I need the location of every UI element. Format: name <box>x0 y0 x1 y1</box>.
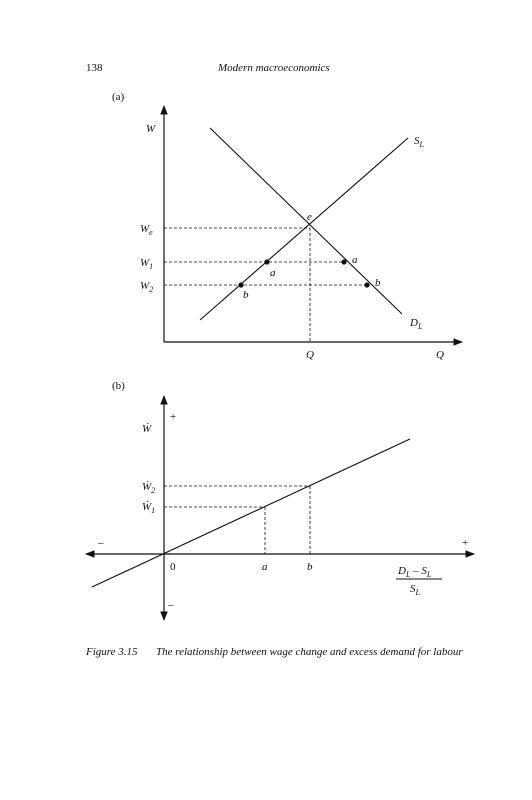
panel-a <box>112 91 462 361</box>
label-a-supply: a <box>270 267 276 279</box>
excess-demand-denominator: $S_L$ <box>410 583 420 597</box>
tick-w1dot: Ẇ$_1$ <box>142 501 156 515</box>
panel-b <box>86 380 474 620</box>
label-a-demand: a <box>352 254 358 266</box>
tick-q: Q <box>306 349 314 361</box>
label-b-supply: b <box>243 289 249 301</box>
excess-demand-numerator: $D_L - S_L$ <box>398 565 432 579</box>
running-title: Modern macroeconomics <box>218 62 330 74</box>
caption-number: Figure 3.15 <box>86 646 138 658</box>
panel-a-y-axis-label: W <box>146 123 156 135</box>
wage-change-line <box>92 439 410 587</box>
panel-a-label: (a) <box>112 91 125 103</box>
panel-b-y-axis-label: Ẇ <box>142 423 152 435</box>
supply-curve-label: $S_L$ <box>414 135 424 149</box>
panel-b-plus-right: + <box>462 537 469 549</box>
panel-b-minus-bottom: – <box>168 599 174 611</box>
tick-w2dot: Ẇ$_2$ <box>142 481 156 495</box>
point-b-demand <box>364 282 369 287</box>
panel-b-origin: 0 <box>170 561 176 573</box>
label-b-demand: b <box>375 277 381 289</box>
tick-we: $W_e$ <box>140 223 153 237</box>
panel-b-plus-top: + <box>170 411 177 423</box>
demand-curve-label: $D_L$ <box>410 317 423 331</box>
panel-b-label: (b) <box>112 380 125 392</box>
excess-demand-label <box>396 565 442 597</box>
equilibrium-label: e <box>307 211 312 223</box>
page-number: 138 <box>86 62 103 74</box>
point-a-demand <box>341 259 346 264</box>
point-b-supply <box>238 282 243 287</box>
labour-supply-curve <box>200 138 408 320</box>
tick-w2: $W_2$ <box>140 280 154 294</box>
point-a-supply <box>264 259 269 264</box>
caption-text: The relationship between wage change and excess demand for labour <box>156 646 463 658</box>
panel-b-minus-left: – <box>98 537 104 549</box>
tick-a: a <box>262 561 268 573</box>
tick-w1: $W_1$ <box>140 257 154 271</box>
tick-b: b <box>307 561 313 573</box>
panel-a-x-axis-label: Q <box>436 349 444 361</box>
